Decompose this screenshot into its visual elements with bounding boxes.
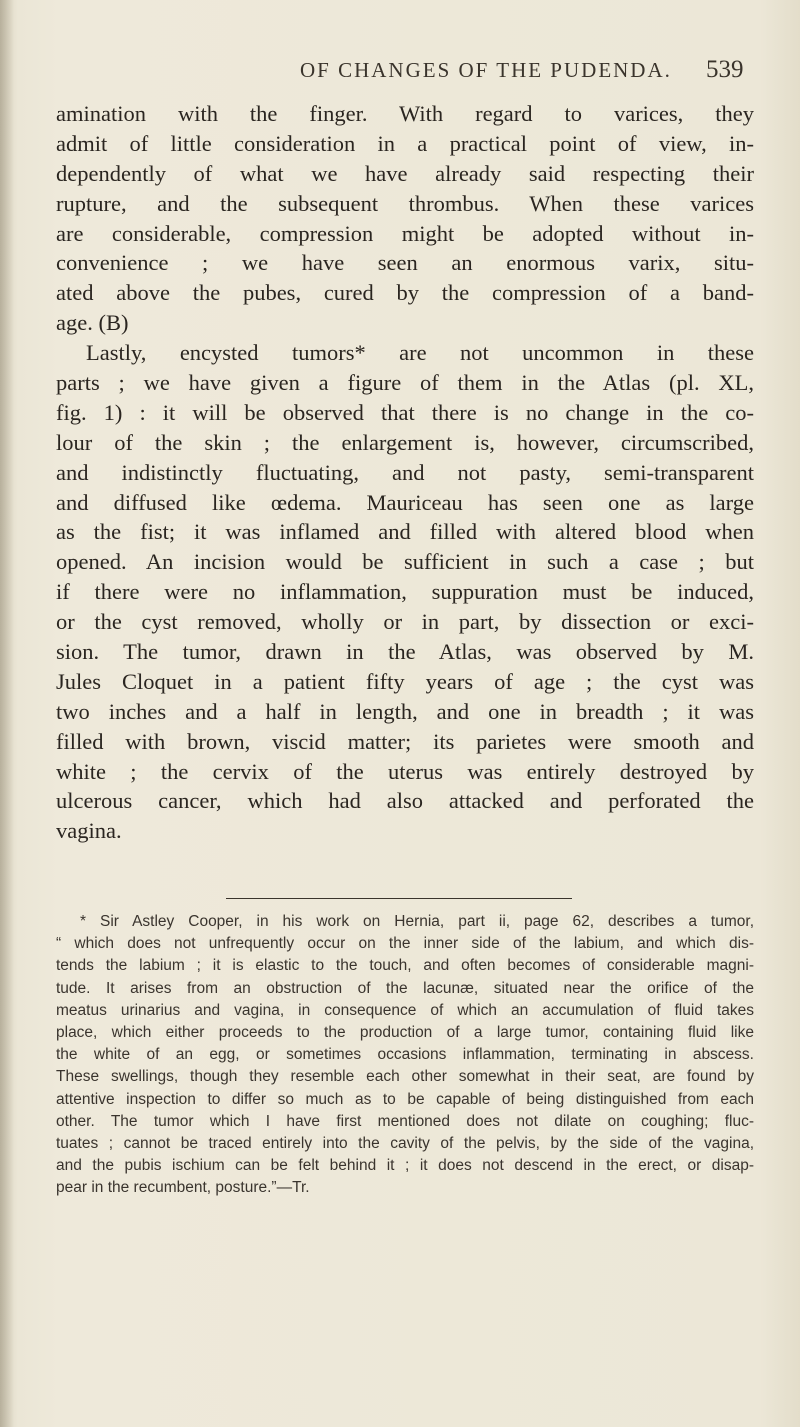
text-line: filled with brown, viscid matter; its parietes were smooth and: [56, 728, 754, 754]
text-line: Jules Cloquet in a patient fifty years of age ; the cyst was: [56, 668, 754, 694]
footnote-line: and the pubis ischium can be felt behind it ; it does not descend in the erect, or disap-: [56, 1157, 754, 1175]
footnote-line: meatus urinarius and vagina, in consequence of which an accumulation of fluid takes: [56, 1001, 754, 1019]
text-line: Lastly, encysted tumors* are not uncommon in these: [86, 340, 754, 366]
footnote-line: tends the labium ; it is elastic to the touch, and often becomes of considerable magni-: [56, 957, 754, 975]
footnote-line: pear in the recumbent, posture.”—Tr.: [56, 1179, 310, 1197]
running-title: OF CHANGES OF THE PUDENDA.: [300, 58, 672, 82]
text-line: white ; the cervix of the uterus was entirely destroyed by: [56, 758, 754, 784]
text-line: convenience ; we have seen an enormous varix, situ-: [56, 250, 754, 276]
text-line: parts ; we have given a figure of them in the Atlas (pl. XL,: [56, 370, 754, 396]
footnote-line: These swellings, though they resemble each other somewhat in their seat, are found by: [56, 1068, 754, 1086]
footnote-line: the white of an egg, or sometimes occasions inflammation, terminating in abscess.: [56, 1046, 754, 1064]
text-line: ated above the pubes, cured by the compression of a band-: [56, 280, 754, 306]
text-line: two inches and a half in length, and one in breadth ; it was: [56, 698, 754, 724]
text-line: rupture, and the subsequent thrombus. When these varices: [56, 190, 754, 216]
text-line: and diffused like œdema. Mauriceau has seen one as large: [56, 489, 754, 515]
page-header: [0, 58, 800, 92]
text-line: ulcerous cancer, which had also attacked and perforated the: [56, 788, 754, 814]
text-line: age. (B): [56, 310, 129, 336]
text-line: amination with the finger. With regard to varices, they: [56, 101, 754, 126]
text-line: fig. 1) : it will be observed that there is no change in the co-: [56, 399, 754, 425]
main-text: [56, 99, 754, 846]
text-line: sion. The tumor, drawn in the Atlas, was observed by M.: [56, 639, 754, 665]
footnote: [56, 911, 754, 1199]
footnote-line: tuates ; cannot be traced entirely into the cavity of the pelvis, by the side of the vagina,: [56, 1134, 754, 1152]
footnote-line: * Sir Astley Cooper, in his work on Hernia, part ii, page 62, describes a tumor,: [80, 913, 754, 930]
footnote-line: tude. It arises from an obstruction of the lacunæ, situated near the orifice of the: [56, 979, 754, 997]
text-line: and indistinctly fluctuating, and not pasty, semi-transparent: [56, 459, 754, 485]
footnote-line: “ which does not unfrequently occur on the inner side of the labium, and which dis-: [56, 935, 754, 953]
text-line: if there were no inflammation, suppuration must be induced,: [56, 579, 754, 605]
text-line: dependently of what we have already said respecting their: [56, 160, 754, 186]
text-line: vagina.: [56, 818, 122, 844]
text-line: as the fist; it was inflamed and filled with altered blood when: [56, 519, 754, 545]
spine-shadow: [0, 0, 14, 1427]
footnote-line: attentive inspection to differ so much as to be capable of being distinguished from each: [56, 1090, 754, 1108]
footnote-line: other. The tumor which I have first mentioned does not dilate on coughing; fluc-: [56, 1112, 754, 1130]
footnote-divider: [226, 898, 572, 899]
text-line: opened. An incision would be sufficient in such a case ; but: [56, 549, 754, 575]
text-line: are considerable, compression might be adopted without in-: [56, 220, 754, 246]
page-number: 539: [706, 56, 744, 83]
footnote-line: place, which either proceeds to the production of a large tumor, containing fluid like: [56, 1023, 754, 1041]
text-line: or the cyst removed, wholly or in part, by dissection or exci-: [56, 609, 754, 635]
text-line: lour of the skin ; the enlargement is, however, circumscribed,: [56, 429, 754, 455]
text-line: admit of little consideration in a practical point of view, in-: [56, 130, 754, 156]
